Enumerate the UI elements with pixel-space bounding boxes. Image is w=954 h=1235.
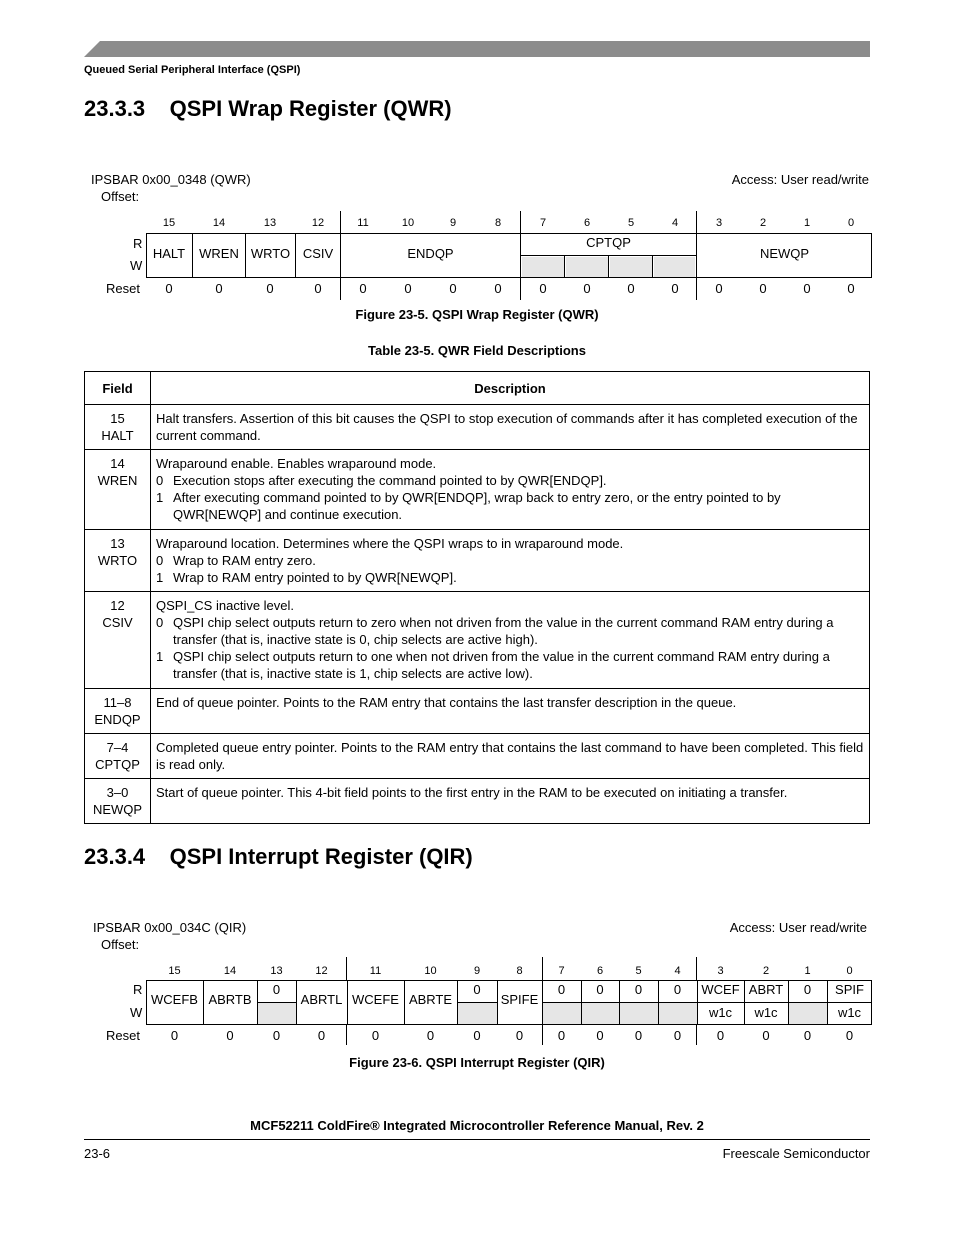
reset-value: 0 [449,281,457,296]
footer-rule [84,1139,870,1140]
qir-offset-label: Offset: [101,937,140,952]
reset-value: 0 [759,281,767,296]
reset-value: 0 [803,281,811,296]
bit-number: 6 [583,217,591,229]
qwr-offset-label: Offset: [101,189,140,204]
qir-field-cell: ABRTL [300,992,343,1007]
reserved-write-cell [582,1003,619,1024]
header-description: Description [151,372,870,405]
w1c-label: w1c [754,1005,778,1020]
reset-value: 0 [266,281,274,296]
description-cell: Halt transfers. Assertion of this bit causes the QSPI to stop execution of commands after it has completed execution of the current command. [151,405,870,450]
write-row-label: W [130,258,143,273]
reset-value: 0 [494,281,502,296]
field-cell: 15 HALT [85,405,151,450]
description-cell: Wraparound location. Determines where the QSPI wraps to in wraparound mode. 0 Wrap to RAM entry zero. 1 Wrap to RAM entry pointed to by QWR[NEWQP]. [151,530,870,592]
read-row-label: R [133,236,143,251]
bit-number: 9 [449,217,457,229]
qir-field-cell: 0 [596,982,604,997]
field-cell: 13 WRTO [85,530,151,592]
reset-value: 0 [716,1028,725,1043]
reset-row-label: Reset [106,281,140,296]
page-number: 23-6 [84,1146,111,1161]
bit-number: 4 [674,965,681,977]
reset-value: 0 [317,1028,326,1043]
footer-manual-title: MCF52211 ColdFire® Integrated Microcontroller Reference Manual, Rev. 2 [250,1118,704,1133]
reset-value: 0 [557,1028,566,1043]
field-cell: 12 CSIV [85,592,151,689]
w1c-label: w1c [837,1005,862,1020]
table-caption: Table 23-5. QWR Field Descriptions [368,343,586,358]
qir-access: Access: User read/write [729,920,867,935]
reset-value: 0 [673,1028,682,1043]
bit-number: 0 [846,965,853,977]
reset-row-label: Reset [106,1028,140,1043]
header-field: Field [85,372,151,405]
bit-number: 1 [803,217,811,229]
field-cell: 11–8 ENDQP [85,689,151,734]
qir-field-cell: WCEF [701,982,740,997]
qir-field-cell: 0 [473,982,481,997]
qir-field-cell: SPIF [835,982,864,997]
bit-number: 11 [369,965,382,977]
reset-value: 0 [627,281,635,296]
bit-number: 14 [223,965,237,977]
table-row [85,530,870,592]
read-row-label: R [133,982,143,997]
footer-company: Freescale Semiconductor [722,1146,870,1161]
bit-number: 10 [401,217,415,229]
bit-number: 1 [804,965,811,977]
bit-number: 5 [635,965,642,977]
reset-value: 0 [515,1028,524,1043]
table-row [85,779,870,824]
qir-field-cell: 0 [803,982,812,997]
qir-field-cell: SPIFE [500,992,539,1007]
reset-value: 0 [404,281,412,296]
table-row [85,450,870,530]
qir-field-cell: WCEFE [352,992,399,1007]
qir-field-cell: ABRTB [208,992,252,1007]
field-cell: 3–0 NEWQP [85,779,151,824]
bit-number: 7 [539,217,547,229]
bit-number: 3 [715,217,723,229]
reset-value: 0 [314,281,322,296]
reserved-write-cell [258,1003,296,1024]
section-title-qir: 23.3.4 QSPI Interrupt Register (QIR) [84,844,473,869]
table-row [85,405,870,450]
reset-value: 0 [847,281,855,296]
field-cell: 7–4 CPTQP [85,734,151,779]
reset-value: 0 [371,1028,380,1043]
table-row [85,734,870,779]
bit-number: 7 [558,965,565,977]
qir-field-cell: 0 [272,982,281,997]
reset-value: 0 [426,1028,435,1043]
field-newqp: NEWQP [759,246,810,261]
table-row [85,689,870,734]
figure-caption-qwr: Figure 23-5. QSPI Wrap Register (QWR) [355,307,599,322]
w1c-label: w1c [708,1005,733,1020]
bit-number: 13 [263,217,277,229]
bit-number: 8 [494,217,502,229]
reserved-write-cell [543,1003,581,1024]
reset-value: 0 [715,281,723,296]
qir-field-cell: ABRTE [408,992,453,1007]
bit-number: 12 [311,217,325,229]
reset-value: 0 [803,1028,812,1043]
description-cell: Completed queue entry pointer. Points to the RAM entry that contains the last command to have been completed. This field is read only. [151,734,870,779]
reset-value: 0 [845,1028,854,1043]
reset-value: 0 [165,281,173,296]
qir-address: IPSBAR 0x00_034C (QIR) [93,920,247,935]
bit-number: 13 [270,965,283,977]
bit-number: 15 [162,217,176,229]
description-cell: End of queue pointer. Points to the RAM entry that contains the last transfer description in the queue. [151,689,870,734]
reset-value: 0 [359,281,367,296]
bit-number: 12 [315,965,328,977]
bit-number: 2 [759,217,767,229]
bit-number: 14 [212,217,226,229]
bit-number: 4 [671,217,679,229]
figure-caption-qir: Figure 23-6. QSPI Interrupt Register (QIR) [349,1055,605,1070]
bit-number: 2 [762,965,770,977]
qir-field-cell: 0 [557,982,566,997]
reset-value: 0 [762,1028,770,1043]
field-cptqp: CPTQP [586,235,631,250]
reset-value: 0 [634,1028,643,1043]
field-cell: 14 WREN [85,450,151,530]
reset-value: 0 [215,281,223,296]
qwr-address: IPSBAR 0x00_0348 (QWR) [91,172,251,187]
reset-value: 0 [671,281,679,296]
bit-number: 10 [424,965,437,977]
reset-value: 0 [539,281,547,296]
bit-number: 5 [627,217,635,229]
field-wren: WREN [199,246,239,261]
qir-field-cell: 0 [634,982,643,997]
bit-number: 15 [168,965,181,977]
reset-value: 0 [583,281,591,296]
reset-value: 0 [596,1028,604,1043]
bit-number: 11 [357,217,369,229]
reserved-write-cell [620,1003,658,1024]
bit-number: 8 [516,965,523,977]
reserved-write-cell [789,1003,827,1024]
bit-number: 3 [717,965,724,977]
reset-value: 0 [170,1028,179,1043]
qir-field-cell: WCEFB [151,992,198,1007]
qwr-register-diagram [0,0,954,300]
bit-number: 0 [847,217,855,229]
bit-number: 9 [473,965,481,977]
reset-value: 0 [272,1028,281,1043]
running-header: Queued Serial Peripheral Interface (QSPI) [84,64,301,76]
reset-value: 0 [226,1028,234,1043]
bit-number: 6 [596,965,604,977]
field-description-table [84,371,870,824]
qwr-access: Access: User read/write [731,172,869,187]
reset-value: 0 [473,1028,481,1043]
section-title-qwr: 23.3.3 QSPI Wrap Register (QWR) [84,96,452,121]
table-row [85,592,870,689]
field-csiv: CSIV [302,246,334,261]
field-endqp: ENDQP [407,246,454,261]
field-wrto: WRTO [250,246,291,261]
reserved-write-cell [659,1003,697,1024]
qir-field-cell: 0 [673,982,682,997]
description-cell: Wraparound enable. Enables wraparound mode. 0 Execution stops after executing the command pointed to by QWR[ENDQP]. 1 After executing command pointed to by QWR[ENDQP], wrap back to entry zero, or the entry pointed to by QWR[NEWQP] and continue execution. [151,450,870,530]
reserved-write-cell [458,1003,497,1024]
qir-field-cell: ABRT [748,982,784,997]
description-cell: QSPI_CS inactive level. 0 QSPI chip select outputs return to zero when not driven from the value in the current command RAM entry during a transfer (that is, inactive state is 0, chip selects are active high). 1 QSPI chip select outputs return to one when not driven from the value in the current command RAM entry during a transfer (that is, inactive state is 1, chip selects are active low). [151,592,870,689]
qir-register-diagram [0,950,954,1050]
write-row-label: W [130,1005,143,1020]
field-halt: HALT [152,246,186,261]
table-header-row [85,372,870,405]
description-cell: Start of queue pointer. This 4-bit field points to the first entry in the RAM to be executed on initiating a transfer. [151,779,870,824]
